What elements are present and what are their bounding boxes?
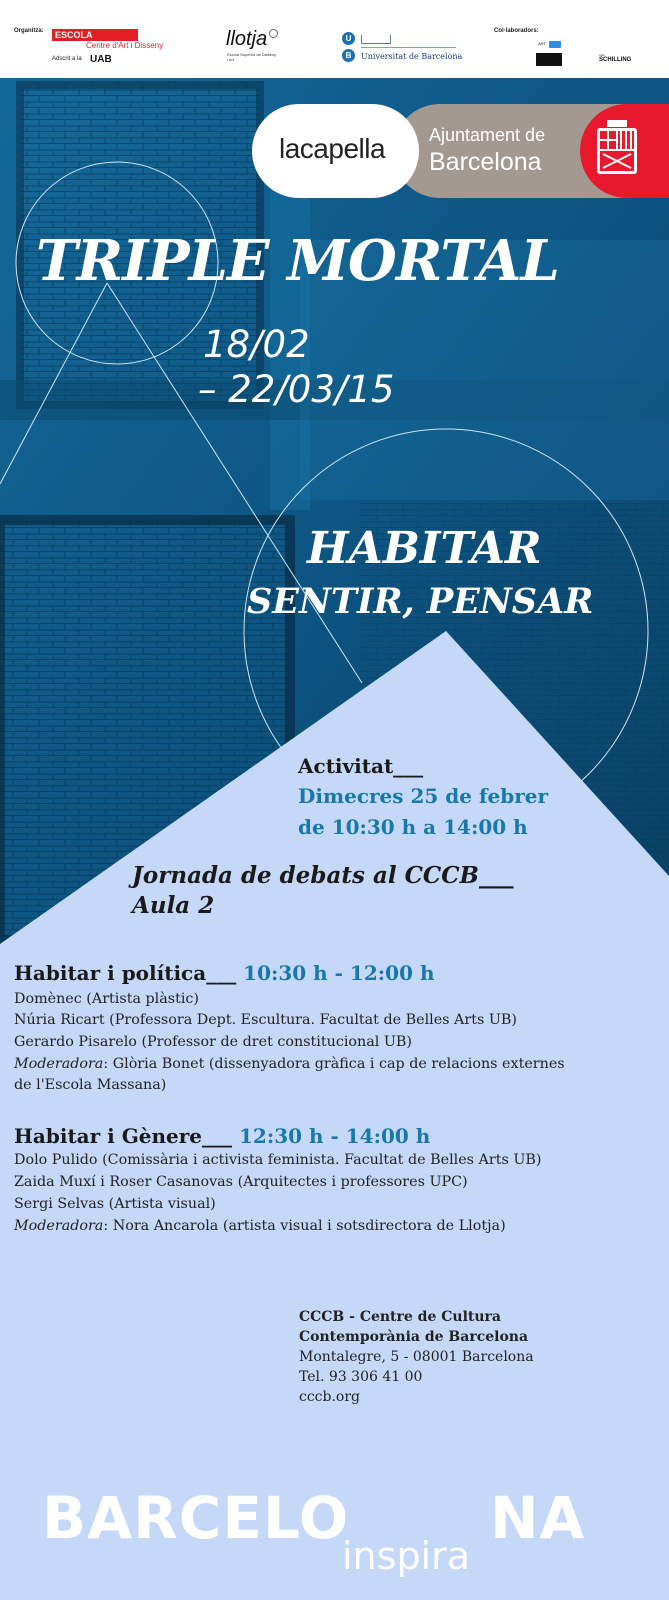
jornada-heading: Jornada de debats al CCCB___	[132, 862, 514, 889]
ub-badge-u: U	[342, 32, 355, 45]
session-2-moderator: Moderadora: Nora Ancarola (artista visual i sotsdirectora de Llotja)	[14, 1218, 506, 1234]
lacapella-logo: lacapella	[279, 133, 386, 164]
adscrit-label: Adscrit a la	[52, 56, 82, 62]
subtitle-habitar: HABITAR	[307, 523, 542, 574]
ub-divider	[361, 47, 456, 48]
uab-logo: UAB	[90, 54, 112, 65]
cafe-label: café	[599, 53, 605, 57]
venue-name-2: Contemporània de Barcelona	[299, 1329, 529, 1345]
escola-massana-logo: ESCOLA MASSANA	[52, 29, 138, 41]
session-1-speaker: Gerardo Pisarelo (Professor de dret constitucional UB)	[14, 1034, 412, 1050]
session-1-moderator-cont: de l'Escola Massana)	[14, 1077, 167, 1093]
session-1-speaker: Núria Ricart (Professora Dept. Escultura. Facultat de Belles Arts UB)	[14, 1012, 517, 1028]
art-label: ART	[538, 41, 546, 46]
ajuntament-label-1: Ajuntament de	[429, 125, 546, 145]
organitza-label: Organitza:	[14, 28, 44, 34]
barcelona-art-logo	[536, 53, 562, 66]
session-1-heading	[14, 961, 434, 985]
activity-date: Dimecres 25 de febrer	[298, 784, 549, 808]
footer-barcelona-left: BARCELO	[42, 1484, 350, 1552]
collaboradors-label: Col·laboradors:	[494, 28, 539, 34]
activity-label: Activitat___	[298, 754, 424, 778]
dates-end: – 22/03/15	[198, 368, 395, 411]
session-1-moderator: Moderadora: Glòria Bonet (dissenyadora gràfica i cap de relacions externes	[14, 1056, 565, 1072]
session-2-title: Habitar i Gènere___	[14, 1124, 233, 1148]
activity-time: de 10:30 h a 14:00 h	[298, 815, 528, 839]
subtitle-sentir-pensar: SENTIR, PENSAR	[247, 581, 594, 622]
footer-barcelona-right: NA	[490, 1484, 586, 1552]
moderator-label: Moderadora	[14, 1218, 104, 1234]
session-1-speaker: Domènec (Artista plàstic)	[14, 991, 200, 1007]
venue-name-1: CCCB - Centre de Cultura	[299, 1309, 501, 1325]
llotja-logo: llotja	[226, 28, 268, 50]
venue-website[interactable]: cccb.org	[299, 1389, 361, 1405]
session-2-speaker: Zaida Muxí i Roser Casanovas (Arquitectes i professores UPC)	[14, 1174, 468, 1190]
ub-logo-text: Universitat de Barcelona	[361, 52, 463, 61]
poster-title: TRIPLE MORTAL	[36, 228, 559, 294]
moderator-label: Moderadora	[14, 1056, 104, 1072]
ub-building-icon	[361, 35, 391, 44]
session-2-speaker: Dolo Pulido (Comissària i activista feminista. Facultat de Belles Arts UB)	[14, 1152, 542, 1168]
venue-phone: Tel. 93 306 41 00	[299, 1369, 423, 1385]
llotja-subtitle: Escola Superior de Disseny i Art	[227, 52, 277, 62]
schilling-logo: SCHILLING	[599, 57, 632, 63]
session-2-speaker: Sergi Selvas (Artista visual)	[14, 1196, 216, 1212]
ub-badge-b: B	[342, 49, 355, 62]
session-2-heading	[14, 1124, 430, 1148]
coat-of-arms-icon	[597, 120, 639, 176]
sponsor-logo-bar	[0, 0, 669, 78]
ajuntament-label-2: Barcelona	[429, 148, 542, 176]
footer-inspira: inspira	[342, 1534, 471, 1578]
session-1-time: 10:30 h - 12:00 h	[243, 961, 435, 985]
venue-street: Montalegre, 5 - 08001 Barcelona	[299, 1349, 534, 1365]
aula-heading: Aula 2	[132, 892, 215, 919]
dates-start: 18/02	[203, 323, 310, 366]
session-1-title: Habitar i política___	[14, 961, 237, 985]
llotja-mark-icon	[269, 29, 278, 38]
art-tag-icon	[549, 41, 561, 48]
massana-subtitle: Centre d'Art i Disseny	[86, 41, 164, 50]
session-2-time: 12:30 h - 14:00 h	[239, 1124, 431, 1148]
